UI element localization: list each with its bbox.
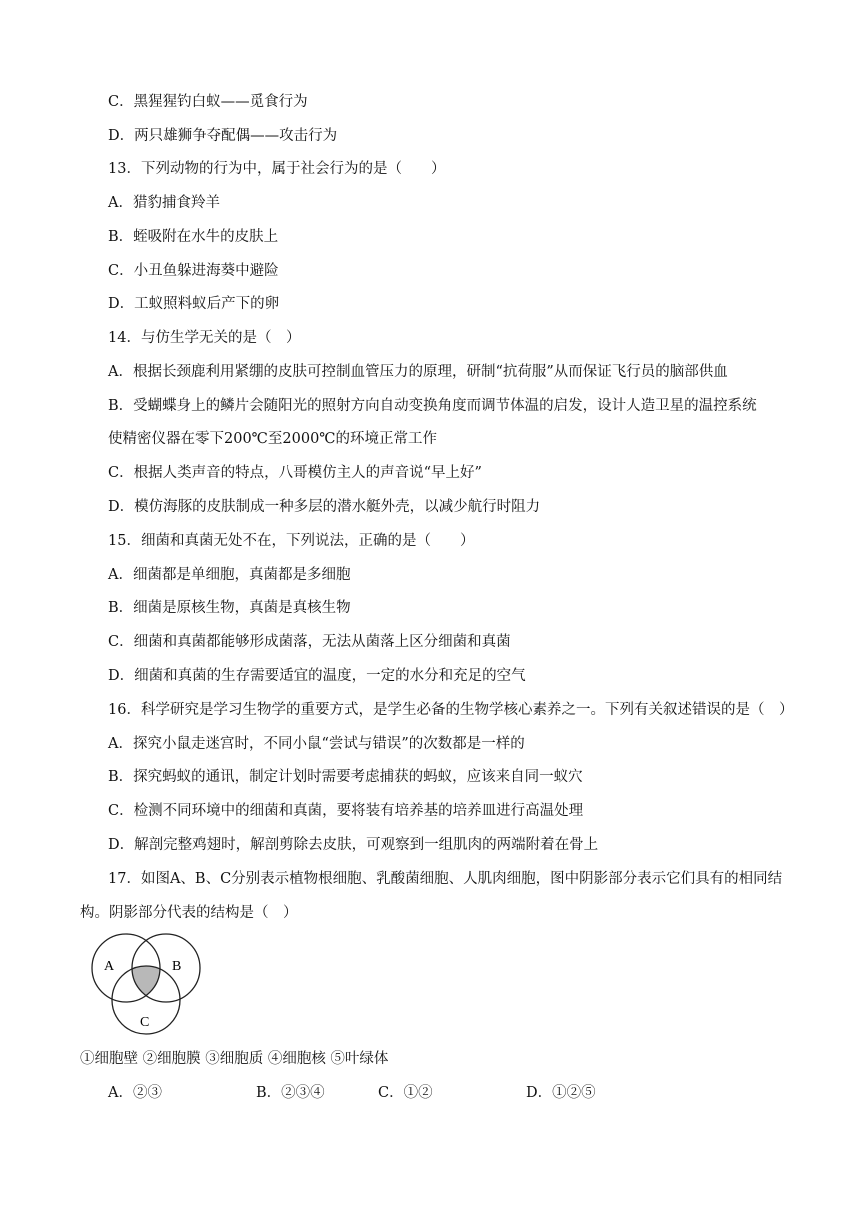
venn-label-a: A [104, 959, 115, 974]
question-13-option-b: B．蛭吸附在水牛的皮肤上 [108, 229, 279, 245]
question-13-stem: 13．下列动物的行为中，属于社会行为的是（ ） [108, 161, 446, 177]
question-14-option-b: B．受蝴蝶身上的鳞片会随阳光的照射方向自动变换角度而调节体温的启发，设计人造卫星的温控系统 [108, 398, 757, 414]
question-16-option-a: A．探究小鼠走迷宫时，不同小鼠“尝试与错误”的次数都是一样的 [108, 736, 525, 752]
venn-diagram [80, 930, 210, 1036]
question-15-option-b: B．细菌是原核生物，真菌是真核生物 [108, 600, 351, 616]
question-13-option-c: C．小丑鱼躲进海葵中避险 [108, 263, 279, 279]
question-14-option-b-continued: 使精密仪器在零下200℃至2000℃的环境正常工作 [108, 431, 438, 447]
question-16-option-c: C．检测不同环境中的细菌和真菌，要将装有培养基的培养皿进行高温处理 [108, 803, 584, 819]
venn-label-c: C [140, 1015, 150, 1030]
question-17-stem-line1: 17．如图A、B、C分别表示植物根细胞、乳酸菌细胞、人肌肉细胞，图中阴影部分表示它们具有的相同结 [108, 871, 783, 887]
question-14-option-d: D．模仿海豚的皮肤制成一种多层的潜水艇外壳，以减少航行时阻力 [108, 499, 541, 515]
question-16-option-b: B．探究蚂蚁的通讯，制定计划时需要考虑捕获的蚂蚁，应该来自同一蚁穴 [108, 769, 583, 785]
question-13-option-d: D．工蚁照料蚁后产下的卵 [108, 296, 280, 312]
option-c-prev: C．黑猩猩钓白蚁——觅食行为 [108, 94, 308, 110]
question-15-stem: 15．细菌和真菌无处不在，下列说法，正确的是（ ） [108, 533, 475, 549]
question-16-option-d: D．解剖完整鸡翅时，解剖剪除去皮肤，可观察到一组肌肉的两端附着在骨上 [108, 837, 599, 853]
question-14-option-a: A．根据长颈鹿利用紧绷的皮肤可控制血管压力的原理，研制“抗荷服”从而保证飞行员的脑部供血 [108, 364, 728, 380]
question-17-choice-c: C．①② [378, 1085, 433, 1101]
question-16-stem: 16．科学研究是学习生物学的重要方式，是学生必备的生物学核心素养之一。下列有关叙述错误的是（ ） [108, 702, 794, 718]
option-d-prev: D．两只雄狮争夺配偶——攻击行为 [108, 128, 338, 144]
question-17-stem-line2: 构。阴影部分代表的结构是（ ） [80, 905, 298, 921]
question-17-choice-b: B．②③④ [256, 1085, 325, 1101]
question-14-option-c: C．根据人类声音的特点，八哥模仿主人的声音说“早上好” [108, 465, 482, 481]
venn-label-b: B [172, 959, 182, 974]
question-15-option-c: C．细菌和真菌都能够形成菌落，无法从菌落上区分细菌和真菌 [108, 634, 511, 650]
question-17-items: ①细胞壁 ②细胞膜 ③细胞质 ④细胞核 ⑤叶绿体 [80, 1051, 389, 1067]
question-14-stem: 14．与仿生学无关的是（ ） [108, 330, 301, 346]
question-17-choice-d: D．①②⑤ [526, 1085, 596, 1101]
question-15-option-d: D．细菌和真菌的生存需要适宜的温度，一定的水分和充足的空气 [108, 668, 526, 684]
question-17-choice-a: A．②③ [108, 1085, 162, 1101]
question-15-option-a: A．细菌都是单细胞，真菌都是多细胞 [108, 567, 351, 583]
question-13-option-a: A．猎豹捕食羚羊 [108, 195, 220, 211]
